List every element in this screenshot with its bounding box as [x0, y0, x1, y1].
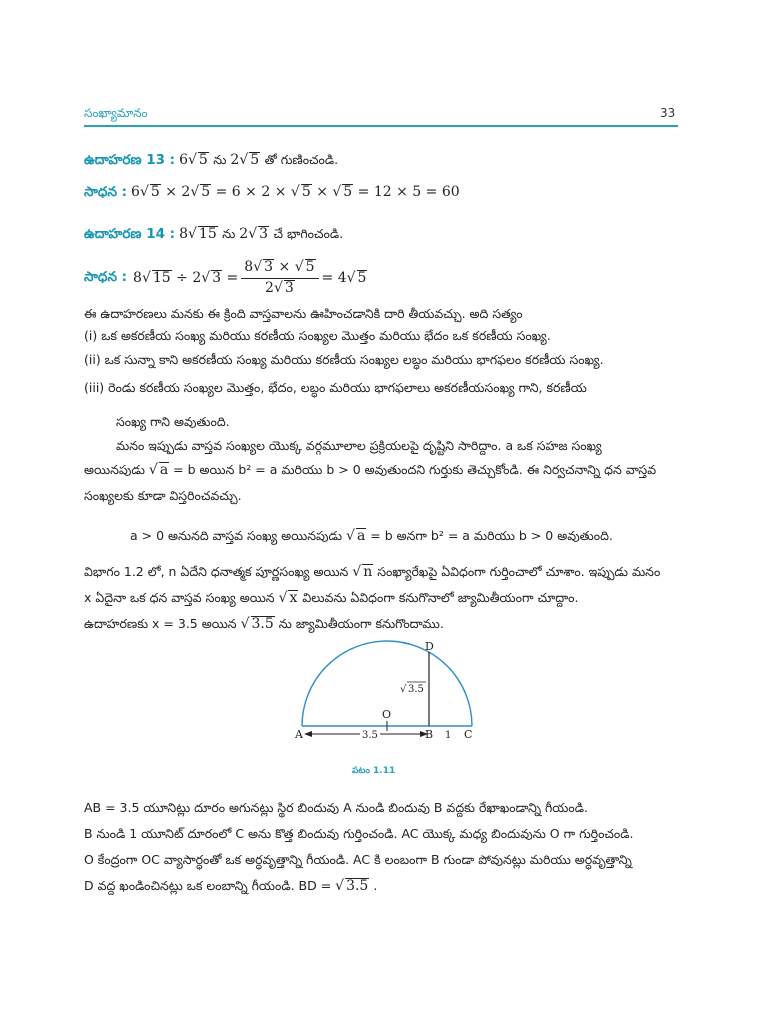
figure-caption: పటం 1.11 [352, 766, 396, 776]
ex13-radicand-a: 5 [198, 152, 208, 168]
den-coef: 2 [265, 279, 274, 296]
num-times: × [278, 259, 291, 275]
sol14-result-radicand: 5 [357, 269, 367, 286]
solution-13: సాధన : 6√ 5 × 2√ 5 = 6 × 2 × √ 5 × √ 5 = 12 × 5 = 60 [84, 184, 460, 200]
construction-4: D వద్ద ఖండించినట్లు ఒక లంబాన్ని గీయండి. BD = √ 3.5 . [84, 878, 378, 894]
s3-start: ఉదాహరణకు x = 3.5 అయిన [84, 616, 237, 631]
def-start: a > 0 అనునది వాస్తవ సంఖ్య అయినపుడు [130, 528, 343, 543]
sol14-equals: = [226, 269, 239, 286]
section-text-1: విభాగం 1.2 లో, n ఏదేని ధనాత్మక పూర్ణసంఖ్య అయిన √ n సంఖ్యారేఖపై ఏవిధంగా గుర్తించాలో చూశాం. ఇప్పుడు మనం [84, 564, 661, 580]
ex14-radicand-a: 15 [198, 226, 217, 242]
chapter-title: సంఖ్యామానం [84, 106, 148, 120]
ex14-radicand-b: 3 [259, 226, 269, 242]
sol14-numerator: 8√ 3 × √ 5 [241, 258, 318, 279]
page-number: 33 [660, 106, 676, 120]
s2-start: x ఏదైనా ఒక ధన వాస్తవ సంఖ్య అయిన [84, 590, 275, 605]
section-text-3: ఉదాహరణకు x = 3.5 అయిన √ 3.5 ను జ్యామితీయంగా కనుగొందాము. [84, 616, 444, 632]
ex13-text: తో గుణించండి. [264, 152, 339, 167]
num-radicand: 3 [264, 259, 274, 275]
sol13-radicand: 5 [301, 184, 311, 200]
example-13-label: ఉదాహరణ 13 : [84, 152, 176, 168]
p2-end: = b అయిన b² = a మరియు b > 0 అవుతుందని గుర్తుకు తెచ్చుకోండి. ఈ నిర్వచనాన్ని ధన వాస్తవ [173, 462, 657, 477]
solution-13-label: సాధన : [84, 184, 128, 200]
definition: a > 0 అనునది వాస్తవ సంఖ్య అయినపుడు √ a = b అనగా b² = a మరియు b > 0 అవుతుంది. [130, 528, 613, 544]
ex14-coef-b: 2 [239, 226, 249, 242]
length-ab-label: 3.5 [362, 730, 378, 741]
intro-text: ఈ ఉదాహరణలు మనకు ఈ క్రింది వాస్తవాలను ఊహించడానికి దారి తీయవచ్చు. అది సత్యం [84, 306, 523, 321]
point-a-label: A [295, 728, 303, 741]
ex13-coef-b: 2 [230, 152, 240, 168]
point-o-label: O [382, 708, 392, 721]
def-end: = b అనగా b² = a మరియు b > 0 అవుతుంది. [370, 528, 613, 543]
sol14-fraction [241, 258, 318, 298]
p2-start: అయినపుడు [84, 462, 145, 477]
sol14-result: = 4 [321, 269, 347, 286]
construction-2: B నుండి 1 యూనిట్ దూరంలో C అను కొత్త బిందువు గుర్తించండి. AC యొక్క మధ్య బిందువును O గా గుర్తించండి. [84, 826, 634, 841]
s1-start: విభాగం 1.2 లో, n ఏదేని ధనాత్మక పూర్ణసంఖ్య అయిన [84, 564, 349, 579]
s2-radicand: x [289, 590, 298, 606]
section-text-2: x ఏదైనా ఒక ధన వాస్తవ సంఖ్య అయిన √ x విలువను ఏవిధంగా కనుగొనాలో జ్యామితీయంగా చూద్దాం. [84, 590, 579, 606]
point-c-label: C [464, 728, 473, 741]
sqrt-label: 3.5 [408, 684, 424, 695]
length-bc-label: 1 [445, 730, 452, 741]
sol14-part: ÷ 2 [176, 269, 202, 286]
solution-14-label: సాధన : [84, 268, 128, 285]
ex13-radicand-b: 5 [250, 152, 260, 168]
num-radicand: 5 [305, 259, 315, 275]
example-14-label: ఉదాహరణ 14 : [84, 226, 176, 242]
ex14-coef-a: 8 [179, 226, 188, 242]
sol13-part: × [316, 184, 328, 200]
header-rule [84, 125, 678, 127]
sol13-part: 6 [131, 184, 140, 200]
sol13-result: = 12 × 5 = 60 [357, 184, 460, 200]
s1-end: సంఖ్యారేఖపై ఏవిధంగా గుర్తించాలో చూశాం. ఇప్పుడు మనం [377, 564, 661, 579]
sol14-radicand: 3 [212, 269, 222, 286]
sol13-radicand: 5 [201, 184, 211, 200]
ex13-nu: ను [213, 152, 227, 167]
construction-1: AB = 3.5 యూనిట్లు దూరం అగునట్లు స్థిర బిందువు A నుండి బిందువు B వద్దకు రేఖాఖండాన్ని గీయండి. [84, 800, 588, 815]
fact-iii-cont: సంఖ్య గాని అవుతుంది. [116, 414, 230, 429]
fact-i: (i) ఒక అకరణీయ సంఖ్య మరియు కరణీయ సంఖ్యల మొత్తం మరియు భేదం ఒక కరణీయ సంఖ్య. [84, 328, 551, 343]
s1-radicand: n [363, 564, 373, 580]
arrow-head-left [304, 731, 312, 737]
s3-end: ను జ్యామితీయంగా కనుగొందాము. [278, 616, 444, 631]
sol13-radicand: 5 [150, 184, 160, 200]
sol13-radicand: 5 [343, 184, 353, 200]
para-sqrt-1: మనం ఇప్పుడు వాస్తవ సంఖ్యల యొక్క వర్గమూలాల ప్రక్రియలపై దృష్టిని సారిద్దాం. a ఒక సహజ సంఖ్య [116, 438, 602, 453]
figure-semicircle [292, 640, 482, 754]
sol13-part: = 6 × 2 × [215, 184, 287, 200]
sqrt-symbol: √ [400, 684, 407, 695]
point-b-label: B [425, 728, 434, 741]
sol14-denominator: 2√ 3 [265, 279, 294, 296]
den-radicand: 3 [284, 279, 294, 296]
para-sqrt-2: అయినపుడు √ a = b అయిన b² = a మరియు b > 0 అవుతుందని గుర్తుకు తెచ్చుకోండి. ఈ నిర్వచనాన్ని ధన వాస్తవ [84, 462, 657, 478]
ex14-text: చే భాగించండి. [273, 226, 344, 241]
l4-start: D వద్ద ఖండించినట్లు ఒక లంబాన్ని గీయండి. BD = [84, 878, 332, 893]
ex13-coef-a: 6 [179, 152, 188, 168]
solution-14: సాధన : 8√ 15 ÷ 2√ 3 = $\frac{8√ 3 \times √ 5}{2√ 3}$ = 4√ 5 [84, 258, 367, 298]
p2-radicand: a [159, 462, 169, 478]
sol14-radicand: 15 [152, 269, 171, 286]
construction-3: O కేంద్రంగా OC వ్యాసార్ధంతో ఒక అర్ధవృత్తాన్ని గీయండి. AC కి లంబంగా B గుండా పోవునట్లు మరియు అర్ధవృత్తాన్ని [84, 852, 632, 867]
sol13-part: × 2 [165, 184, 191, 200]
example-14: ఉదాహరణ 14 : 8√ 15 ను 2√ 3 చే భాగించండి. [84, 226, 344, 242]
para-sqrt-3: సంఖ్యలకు కూడా విస్తరించవచ్చు. [84, 488, 242, 503]
fact-ii: (ii) ఒక సున్నా కాని అకరణీయ సంఖ్య మరియు కరణీయ సంఖ్యల లబ్ధం మరియు భాగఫలం కరణీయ సంఖ్య. [84, 352, 604, 367]
example-13: ఉదాహరణ 13 : 6√ 5 ను 2√ 5 తో గుణించండి. [84, 152, 339, 168]
num-coef: 8 [244, 259, 254, 275]
semicircle-diagram [292, 640, 482, 750]
def-radicand: a [356, 528, 366, 544]
l4-end: . [373, 878, 378, 893]
ex14-nu: ను [222, 226, 236, 241]
s2-end: విలువను ఏవిధంగా కనుగొనాలో జ్యామితీయంగా చూద్దాం. [302, 590, 579, 605]
s3-radicand: 3.5 [251, 616, 274, 632]
l4-radicand: 3.5 [346, 878, 369, 894]
point-d-label: D [425, 640, 434, 653]
sol14-part: 8 [133, 269, 142, 286]
fact-iii: (iii) రెండు కరణీయ సంఖ్యల మొత్తం, భేదం, లబ్ధం మరియు భాగఫలాలు అకరణీయసంఖ్య గాని, కరణీయ [84, 380, 587, 395]
